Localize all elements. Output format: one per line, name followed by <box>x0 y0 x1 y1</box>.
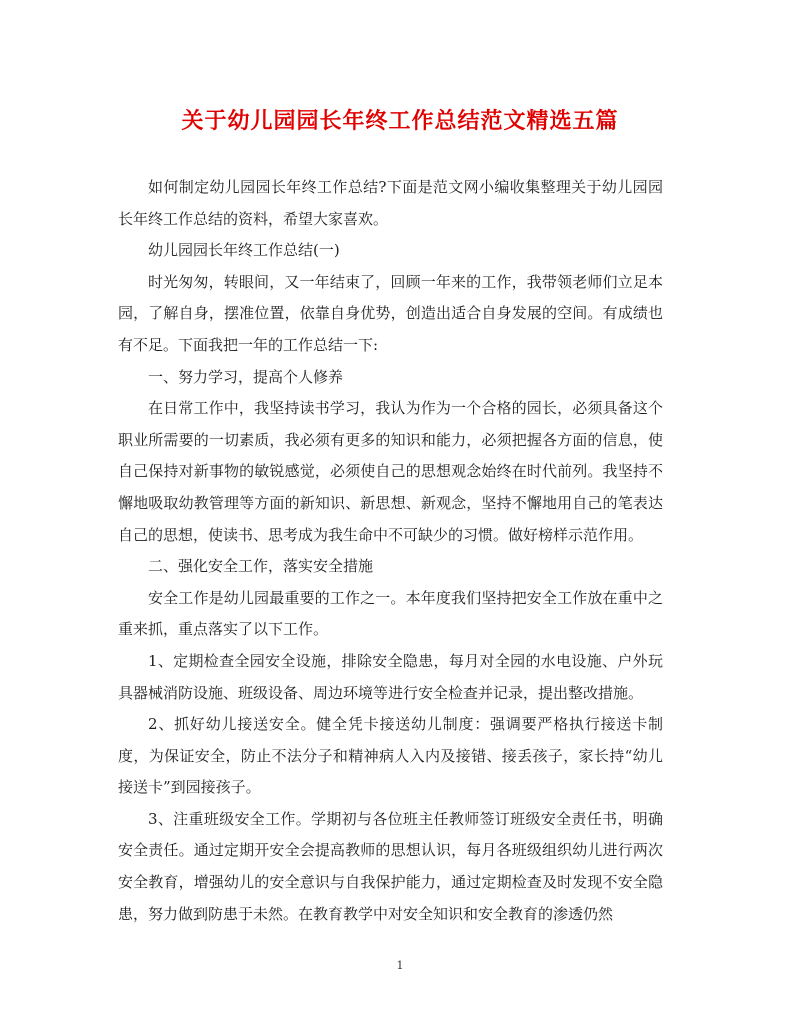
document-body <box>118 172 663 930</box>
list-item: 3、注重班级安全工作。学期初与各位班主任教师签订班级安全责任书，明确安全责任。通过定期开安全会提高教师的思想认识，每月各班级组织幼儿进行两次安全教育，增强幼儿的安全意识与自我保护能力，通过定期检查及时发现不安全隐患，努力做到防患于未然。在教育教学中对安全知识和安全教育的渗透仍然 <box>118 809 663 923</box>
subsection-heading: 二、强化安全工作，落实安全措施 <box>148 557 374 576</box>
subsection-heading: 一、努力学习，提高个人修养 <box>148 367 344 386</box>
body-paragraph: 在日常工作中，我坚持读书学习，我认为作为一个合格的园长，必须具备这个职业所需要的一切素质，我必须有更多的知识和能力，必须把握各方面的信息，使自己保持对新事物的敏锐感觉，必须使自己的思想观念始终在时代前列。我坚持不懈地吸取幼教管理等方面的新知识、新思想、新观念，坚持不懈地用自己的笔表达自己的思想，使读书、思考成为我生命中不可缺少的习惯。做好榜样示范作用。 <box>118 399 663 544</box>
body-paragraph: 时光匆匆，转眼间，又一年结束了，回顾一年来的工作，我带领老师们立足本园，了解自身，摆准位置，依靠自身优势，创造出适合自身发展的空间。有成绩也有不足。下面我把一年的工作总结一下: <box>118 272 663 354</box>
page-number: 1 <box>396 959 404 972</box>
list-item: 1、定期检查全园安全设施，排除安全隐患，每月对全园的水电设施、户外玩具器械消防设施、班级设备、周边环境等进行安全检查并记录，提出整改措施。 <box>118 651 663 702</box>
body-paragraph: 安全工作是幼儿园最重要的工作之一。本年度我们坚持把安全工作放在重中之重来抓，重点落实了以下工作。 <box>118 588 663 639</box>
section-heading: 幼儿园园长年终工作总结(一) <box>148 241 340 260</box>
document-title: 关于幼儿园园长年终工作总结范文精选五篇 <box>181 108 619 134</box>
intro-paragraph: 如何制定幼儿园园长年终工作总结?下面是范文网小编收集整理关于幼儿园园长年终工作总结的资料，希望大家喜欢。 <box>118 178 663 228</box>
list-item: 2、抓好幼儿接送安全。健全凭卡接送幼儿制度：强调要严格执行接送卡制度，为保证安全，防止不法分子和精神病人入内及接错、接丢孩子，家长持“幼儿接送卡”到园接孩子。 <box>118 715 663 797</box>
